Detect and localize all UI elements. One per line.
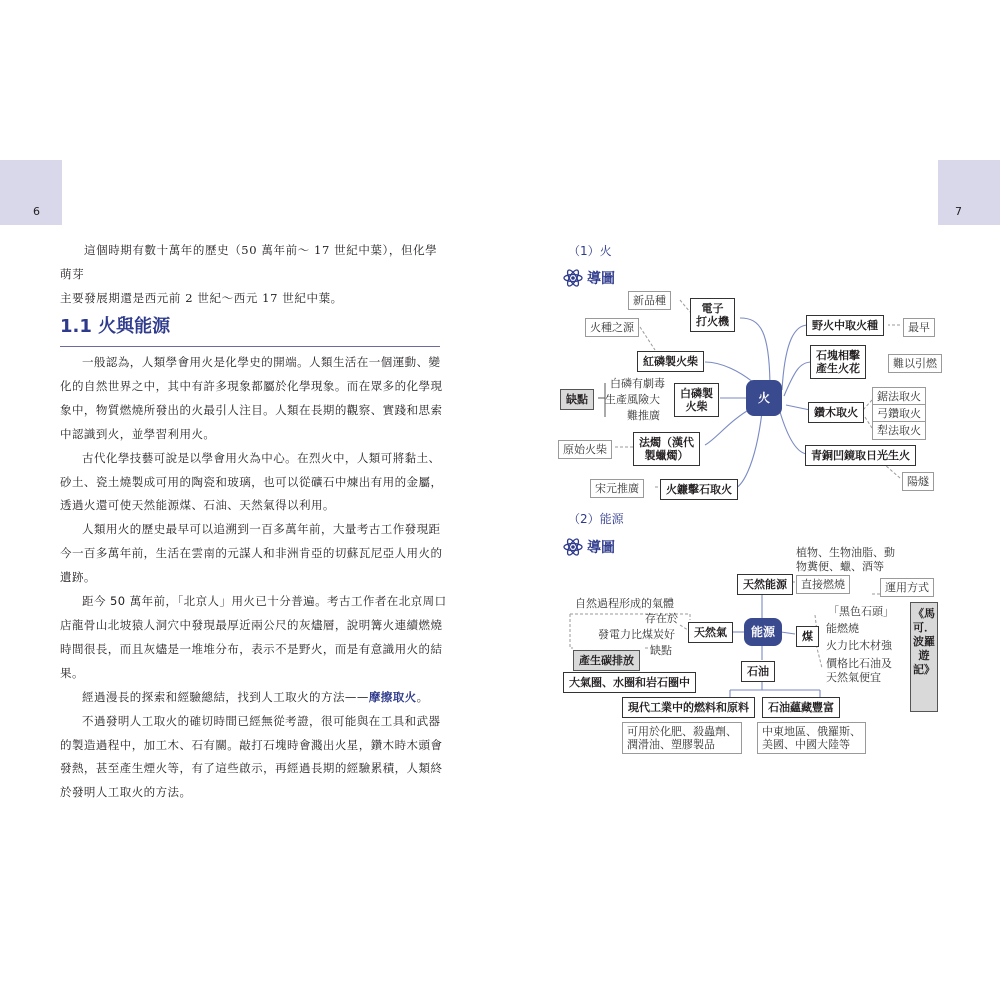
bio-fuel-text: 植物、生物油脂、動 物糞便、蠟、酒等 xyxy=(796,546,895,573)
energy-center-node: 能源 xyxy=(744,618,782,646)
energy-guide-title xyxy=(563,537,615,557)
co2-node: 產生碳排放 xyxy=(573,650,640,671)
atom-icon xyxy=(563,537,583,557)
uses-node: 可用於化肥、殺蟲劑、 潤滑油、塑膠製品 xyxy=(622,722,742,754)
petroleum-node: 石油 xyxy=(741,661,775,682)
fire-guide-title xyxy=(563,268,615,288)
energy-guide-label: 導圖 xyxy=(587,540,615,556)
wild-fire-node: 野火中取火種 xyxy=(806,315,884,336)
drill-node: 鑽木取火 xyxy=(808,402,864,423)
cheaper-text: 價格比石油及 天然氣便宜 xyxy=(826,657,892,684)
paragraph-2: 古代化學技藝可說是以學會用火為中心。在烈火中，人類可將黏土、砂土、瓷土燒製成可用的陶瓷和玻璃，也可以從礦石中煉出有用的金屬，透過火還可使天然能源煤、石油、天然氣得以利用。 xyxy=(60,450,443,513)
fire-center-node: 火 xyxy=(746,380,782,416)
right-page-number: 7 xyxy=(955,205,962,218)
yangsui-node: 陽燧 xyxy=(902,472,934,491)
intro-line-1: 這個時期有數十萬年的歷史（50 萬年前～ 17 世紀中葉），但化學萌芽 xyxy=(60,243,438,281)
intro-line-2: 主要發展期還是西元前 2 世紀～西元 17 世紀中葉。 xyxy=(60,291,343,305)
disadvantage-text: 缺點 xyxy=(650,644,672,657)
spheres-node: 大氣圈、水圈和岩石圈中 xyxy=(563,672,696,693)
paragraph-4: 距今 50 萬年前，「北京人」用火已十分普遍。考古工作者在北京周口店龍骨山北坡猿人洞穴中發現最厚近兩公尺的灰燼層，說明篝火連續燃燒時間很長，而且灰燼是一堆堆分布，表示不是野火，而是有意識用火的結果。 xyxy=(60,594,447,680)
right-page-tab xyxy=(938,160,1000,225)
natural-energy-node: 天然能源 xyxy=(737,574,793,595)
formed-text: 自然過程形成的氣體 xyxy=(575,597,674,610)
atom-icon xyxy=(563,268,583,288)
electronic-lighter-node: 電子 打火機 xyxy=(690,298,735,332)
black-stone-text: 「黑色石頭」 xyxy=(828,605,894,618)
white-phosphorus-node: 白磷製 火柴 xyxy=(674,383,719,417)
left-page-number: 6 xyxy=(33,205,40,218)
marco-polo-node: 《馬可．波羅遊記》 xyxy=(910,602,938,712)
paragraph-5-prefix: 經過漫長的探索和經驗總結，找到人工取火的方法—— xyxy=(82,689,369,704)
fire-section-label: （1）火 xyxy=(568,244,612,258)
intro-text xyxy=(60,238,445,310)
wp-risk: 生產風險大 xyxy=(605,393,660,406)
primitive-match-node: 原始火柴 xyxy=(558,440,612,459)
direct-burn-node: 直接燃燒 xyxy=(796,575,850,594)
exist-text: 存在於 xyxy=(645,612,678,625)
wp-toxic: 白磷有劇毒 xyxy=(610,377,665,390)
defect-node: 缺點 xyxy=(560,389,594,410)
left-page-tab xyxy=(0,160,62,225)
rich-node: 石油蘊藏豐富 xyxy=(762,697,840,718)
fire-origin-node: 火種之源 xyxy=(585,318,639,337)
industry-node: 現代工業中的燃料和原料 xyxy=(622,697,755,718)
torch-node: 法燭（漢代 製蠟燭） xyxy=(633,432,700,466)
fire-guide-label: 導圖 xyxy=(587,271,615,287)
paragraph-5-suffix: 。 xyxy=(416,689,429,704)
coal-node: 煤 xyxy=(796,626,819,647)
song-node: 宋元推廣 xyxy=(590,479,644,498)
saw-node: 鋸法取火 xyxy=(872,387,926,406)
usage-node: 運用方式 xyxy=(880,578,934,597)
regions-node: 中東地區、俄羅斯、 美國、中國大陸等 xyxy=(757,722,866,754)
paragraph-5-highlight: 摩擦取火 xyxy=(368,689,417,704)
paragraph-3: 人類用火的歷史最早可以追溯到一百多萬年前，大量考古工作發現距今一百多萬年前，生活在雲南的元謀人和非洲肯亞的切蘇瓦尼亞人用火的遺跡。 xyxy=(60,522,443,585)
natural-gas-node: 天然氣 xyxy=(688,622,733,643)
wp-hard: 難推廣 xyxy=(627,409,660,422)
plough-node: 犁法取火 xyxy=(872,421,926,440)
paragraph-1: 一般認為，人類學會用火是化學史的開端。人類生活在一個運動、變化的自然世界之中，其中有許多現象都屬於化學現象。而在眾多的化學現象中，物質燃燒所發出的火最引人注目。人類在長期的觀察、實踐和思索中認識到火，並學習利用火。 xyxy=(60,355,443,441)
stone-strike-node: 石塊相擊 產生火花 xyxy=(810,345,866,379)
paragraph-5 xyxy=(60,686,450,710)
combustible-text: 能燃燒 xyxy=(826,622,859,635)
energy-section-label: （2）能源 xyxy=(568,512,624,526)
paragraph-6: 不過發明人工取火的確切時間已經無從考證，很可能與在工具和武器的製造過程中，加工木、石有關。敲打石塊時會濺出火星，鑽木時木頭會發熱，甚至產生煙火等，有了這些啟示，再經過長期的經驗累積，人類終於發明人工取火的方法。 xyxy=(60,713,443,800)
bow-node: 弓鑽取火 xyxy=(872,404,926,423)
section-heading-text: 1.1 火與能源 xyxy=(60,316,171,337)
body-text xyxy=(60,351,450,805)
section-heading xyxy=(60,312,440,347)
fire-power-text: 火力比木材強 xyxy=(826,639,892,652)
hard-ignite-node: 難以引燃 xyxy=(888,354,942,373)
red-phosphorus-node: 紅磷製火柴 xyxy=(637,351,704,372)
bronze-mirror-node: 青銅凹鏡取日光生火 xyxy=(805,445,916,466)
earliest-node: 最早 xyxy=(903,318,935,337)
flint-node: 火鐮擊石取火 xyxy=(660,479,738,500)
better-text: 發電力比煤炭好 xyxy=(598,628,675,641)
new-product-node: 新品種 xyxy=(628,291,671,310)
